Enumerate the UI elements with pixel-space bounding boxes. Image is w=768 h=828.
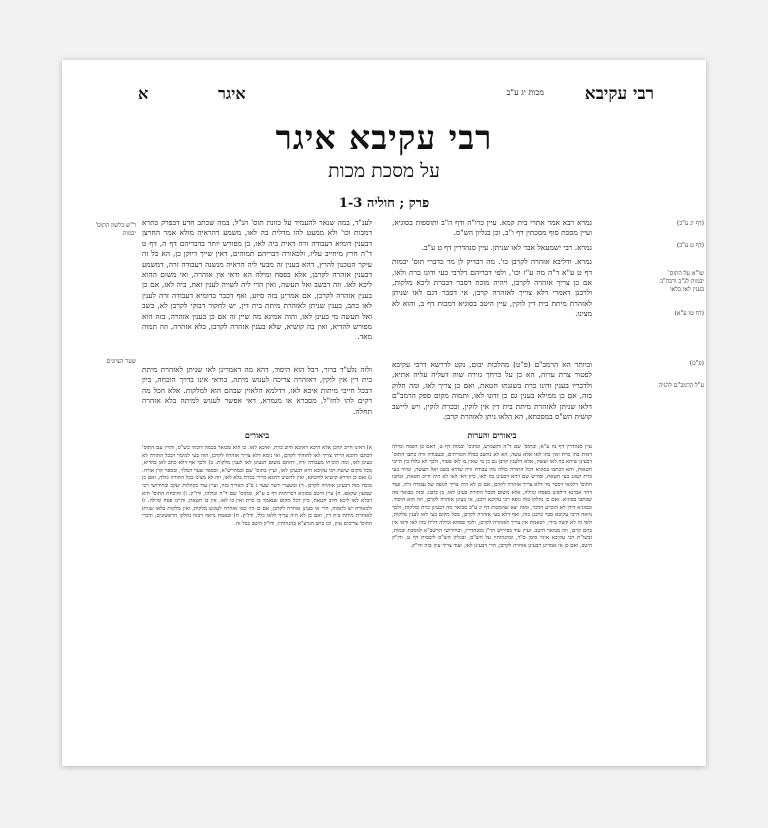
running-head [138,84,654,104]
margin-note-right-4: (פ"ט) [689,360,704,367]
notes-heading-left: ביאורים [244,430,270,440]
running-head-folio: א [138,84,149,103]
running-head-book: רבי עקיבא [584,84,654,104]
margin-note-right-3: (דף טו ע"א) [674,310,704,317]
notes-heading-right-wrap [392,428,592,442]
main-column-right-2 [392,360,592,426]
running-head-cite: מכות יג ע"ב [506,88,544,97]
notes-column-right: עיין סנהדרין דף נה ע"א, ובתוס' שם ד"ה ותשמיש, ובתוס' יבמות דף ט, דאם כן דפסח ומילה דאית בהו כרת ואין בהו לאו אלא עשה, הא לא נחשב בכלל הכורתים, ובעבודה זרה כתבו התוס' דבעינן שיהא בה לאו ועשה, אלא דלענין קרבן גם כן מי שאין בו לאו פטור, ולכך לא כללו בין חייבי חטאות, והא דכתבו בסוגיא דכל התורה כולה מה עבודה זרה שהיא בשב ואל תעשה, ומזיד בעי כרת ושוגג בעי חטאת, ופירש שם דהא דבעינן בה לאו, כיון דאי לאו לא היה חייב חטאת, וכתבו התוס' דלמאי דסבר מר דלא צריך אזהרה לקרבן, אם כן לא היה צריך לגופה של עבודה זרה, ועוד דהוי אמינא דילפינן מפסח ומילה, אלא משום דבכל התורה בעינן לאו, כן כתבו. ובזה מבואר מה שכתבו בסוגיא. ואם כן נחלקו בזה גופא רבי עקיבא ורבנן, אי בעינן אזהרה לקרבן, וזה הוא היסוד. ובסוגיא דידן לא הוכרע הדבר, ומזה יצא שהמכות דף יג ע"ב מבואר מה דבעינן כרת ומלקות, ולכך נראה דרבי עקיבא סבר כרבנן בזה, ואף דלא בעי אזהרה לקרבן, מכל מקום בעי לאו לענין מלקות, ולפי זה לא קשה מידי, דבאמת אין צריך לאזהרה לקרבן, ולכך פסחא ומילה דלית בהו לאו ודאי אין בהם קרבן, וזה מבואר היטב. ועיין עוד בפירוש הר"ן בסנהדרין, ובחידושי הרשב"א למסכת יבמות, ובשו"ת רבי עקיבא איגר סימן ס"ד, ובהגהותיו על הש"ס, ובגליון הש"ס ליבמות דף ט, ודו"ק היטב. ואם כן אי אמרינן דבעינן אזהרה לקרבן, הרי דבעינן לאו, ועוד צריך עיון בזה ודו"ק. [392,444,592,549]
margin-note-left-4: שער הציונים [106,358,136,365]
page-subtitle: על מסכת מכות [328,160,440,182]
page-title: רבי עקיבא איגר [275,118,493,157]
margin-note-left-3: ע"ל הרמב"ם להגיה [658,382,704,389]
main-paragraph: גמרא. רבי ישמעאל אבר לאו שניתן. עיין סנהדרין דף ט ע"ב. [421,242,592,252]
main-paragraph: גמרא רבא אמר אתרי בית קמא. עיין כרו"ה ודף ה"ב ותוספות בסוגיא, ועיין מסכת סוף מסכתין דף ו"ב, וכן בגליון הש"ס. [392,218,592,238]
margin-note-left-1: ר"ש בלשון התוס' יבמות [95,222,136,237]
margin-note-right-2: (דף ט ע"ב) [676,242,704,249]
main-column-right [392,218,592,353]
main-paragraph: ולזה נלע"ד ברור, דבל הוא היסוד, דהא מה דאמרינן לאו שניתן לאזהרת מיתת בית דין אין לוקין, דאזהרה צריכה לענוש מיתה, בודאי אינו בדרך הוכחה, כיון דבכל חייבי מיתות איכא לאו, דדלמא הלאוין שבהם הוא למלקות. אלא הכל מה דקים להו לחז"ל, מסברא או מגמרא, דאי אפשר לענוש למיתה בלא אזהרה תחלה. [142,365,372,416]
book-page [62,60,706,766]
running-head-author: איגר [218,84,246,103]
notes-column-left: א) דאינו חייב קרבן אלא היכא דאיכא חיוב כרת, ואיכא לאו. כן הוא מבואר בכמה דוכתי בש"ס, והדין עם התוס' דכתבו דהכא הייתי צריך לאו להזהיר לקרבן, ואי נימא דלא צריך אזהרה לקרבן, הוה בעי למימר דבכל התורה לא בעינן לאו, ומה הוכיחו מעבודה זרה, דהתם משום דבעינן לאו לענין מלקות. ב) ולכך אף דלא כתב לאו בהדיא, מכל מקום שיטת רבי עקיבא היא דבעינן לאו, ועיין בתוס' שם ובמהרש"א, ובספר שער המלך, ובספר קרן אורה. ג) ואם כן הדרא קושיא לדוכתא, ואין להשיב דהכא מיירי בכרת בלא לאו, וזה לא מצינו בכל התורה כולה, ואם כן מוכח מזה דבעינן אזהרה לקרבן. ד) ובשערי יושר שער ג פ"ב האריך בזה, ועיין עוד בקהלות יעקב ובחידושי רבי שמעון שקאפ. ה) עיין היטב בסוגיא דכריתות דף ב ע"א, ובתוס' שם ד"ה וכולהו, ודו"ק. ו) והוכחת התוס' היא דבלא לאו ליכא חיוב חטאת, כיון דכל מקום שנאמר בו כרת ואין בו לאו, אין בו חטאת, והיינו פסח ומילה. ז) ולכאורה יש לתמוה, הרי אי בעינן אזהרה לקרבן, אם כן הוי כמו אזהרה לעונש מלקות, ואין מלקות בלאו שניתן לאזהרת מיתת בית דין, ואם כן לא היה צריך ללאו כלל, ודו"ק. ח) ובאמת נראה דבזה נחלקו הראשונים, ודברי התוס' צריכים עיון, וכן כתב הגרע"א בהגהותיו, ודו"ק היטב בכל זה. [142,445,372,527]
main-paragraph: גמרא. ודליבא אזהרה לקרבן כו'. מה דבדיק לן מר כדברי תוס' יבמות דף ט ע"א ד"ה מה ע"ז וכו', ולפי דבריהם דלרבי בעי ודונו כרת ולאו, אם כן צריך אזהרה לקרבן, ויהיה מוכח דסבר דבכרת ליכא מלקות, ולרבנן דאמרי דלא צריך לאזהרה קרבן, אי דסבר דגם לאו שניתן לאזהרת מיתת בית דין לוקין, עיין היטב בסוגיא דמכות דף ב, והוא לא מצינו. [392,257,592,319]
main-paragraph: לענ"ד, במה שנאר להעמיד על כוונת תוס' הנ"ל, במה שכתב חדע דבפרק כתרא דמכות וכו' ולא ממעט להו מדלית בה לאו, משמע דהראיה מולא אמר החרצן דבענין דומיא דעבודה זרה דאית ביה לאו, כן מפורש יותר בדבריהם דף ה, דף ט ד"ה חרץ מיחייב עליו, ולכאורה דבריהם תמוהים, דאין שייך דיוקן כן, הא כל זה עיקר הטכנון להרץ, דהא בענין זה מבעי ליה הראיה מנשנה דעבודה זרה, דמשמע דבענין אזהרה לקרבן, אלא בפסח ומילה הא ודאי אין אזהרה, ואי משום ההוא ליכא לאו. וזה דבשב ואל תעשה, ואין הרי ליה לשויה לענין זאת, ביה לאו, אם כן בענין אזהרה לקרבן, אם אמרינן בזה סיוע, ואף דכבר בדומיא דעבודה זרה לענין לאו כתב, בענין שניתן לאזהרת מיתת בית דין, יש לחקור דבוקי לקרבן לא, בשב ואל תעשה מי בעינן לאו, והוה אמינא מה שיין זה אם כן בענין אזהרה, בזה הוא מפורש להדיא, ואין בה קושיא, שלא בענין אזהרה לקרבן, בלא אזהרה, וזה תמוה מאד. [142,218,372,342]
main-column-left [142,218,372,358]
notes-heading-left-wrap [142,428,372,442]
margin-note-right-1: (דף יג ע"ב) [676,220,704,227]
main-paragraph: וביותר הא הרמב"ם (פ"ט) מהלכות יבום, נקט לדרשא דרבי עקיבא לפטור צרת ערוה, הא כן על כרחך גזירה שוה דעליה עליה אתיא, ולדבריו בענין זדונו כרת בשגגתו חטאת, ואם כן צריך לאו, ומה חלוק בזה, אם כן ממילא בענין גם כן זדונו לאו, ותמוה מקום ספק הרמב"ם דלאו שניתן לאזהרת מיתת בית דין אין לוקין, ובכרת לוקין, ויש ליישב קושית הש"ס במסכתא, הא הלאו ניתן לאזהרת קרבן. [392,360,592,422]
main-column-left-2 [142,365,372,420]
notes-heading-right: ביאורים והערות [467,430,517,440]
margin-note-left-2: שו"א על התוס' יבמות לג"ב ורבה"ב בענין לאו בלאו [660,270,704,293]
chapter-heading: פרק ; חוליה 1-3 [338,196,430,211]
